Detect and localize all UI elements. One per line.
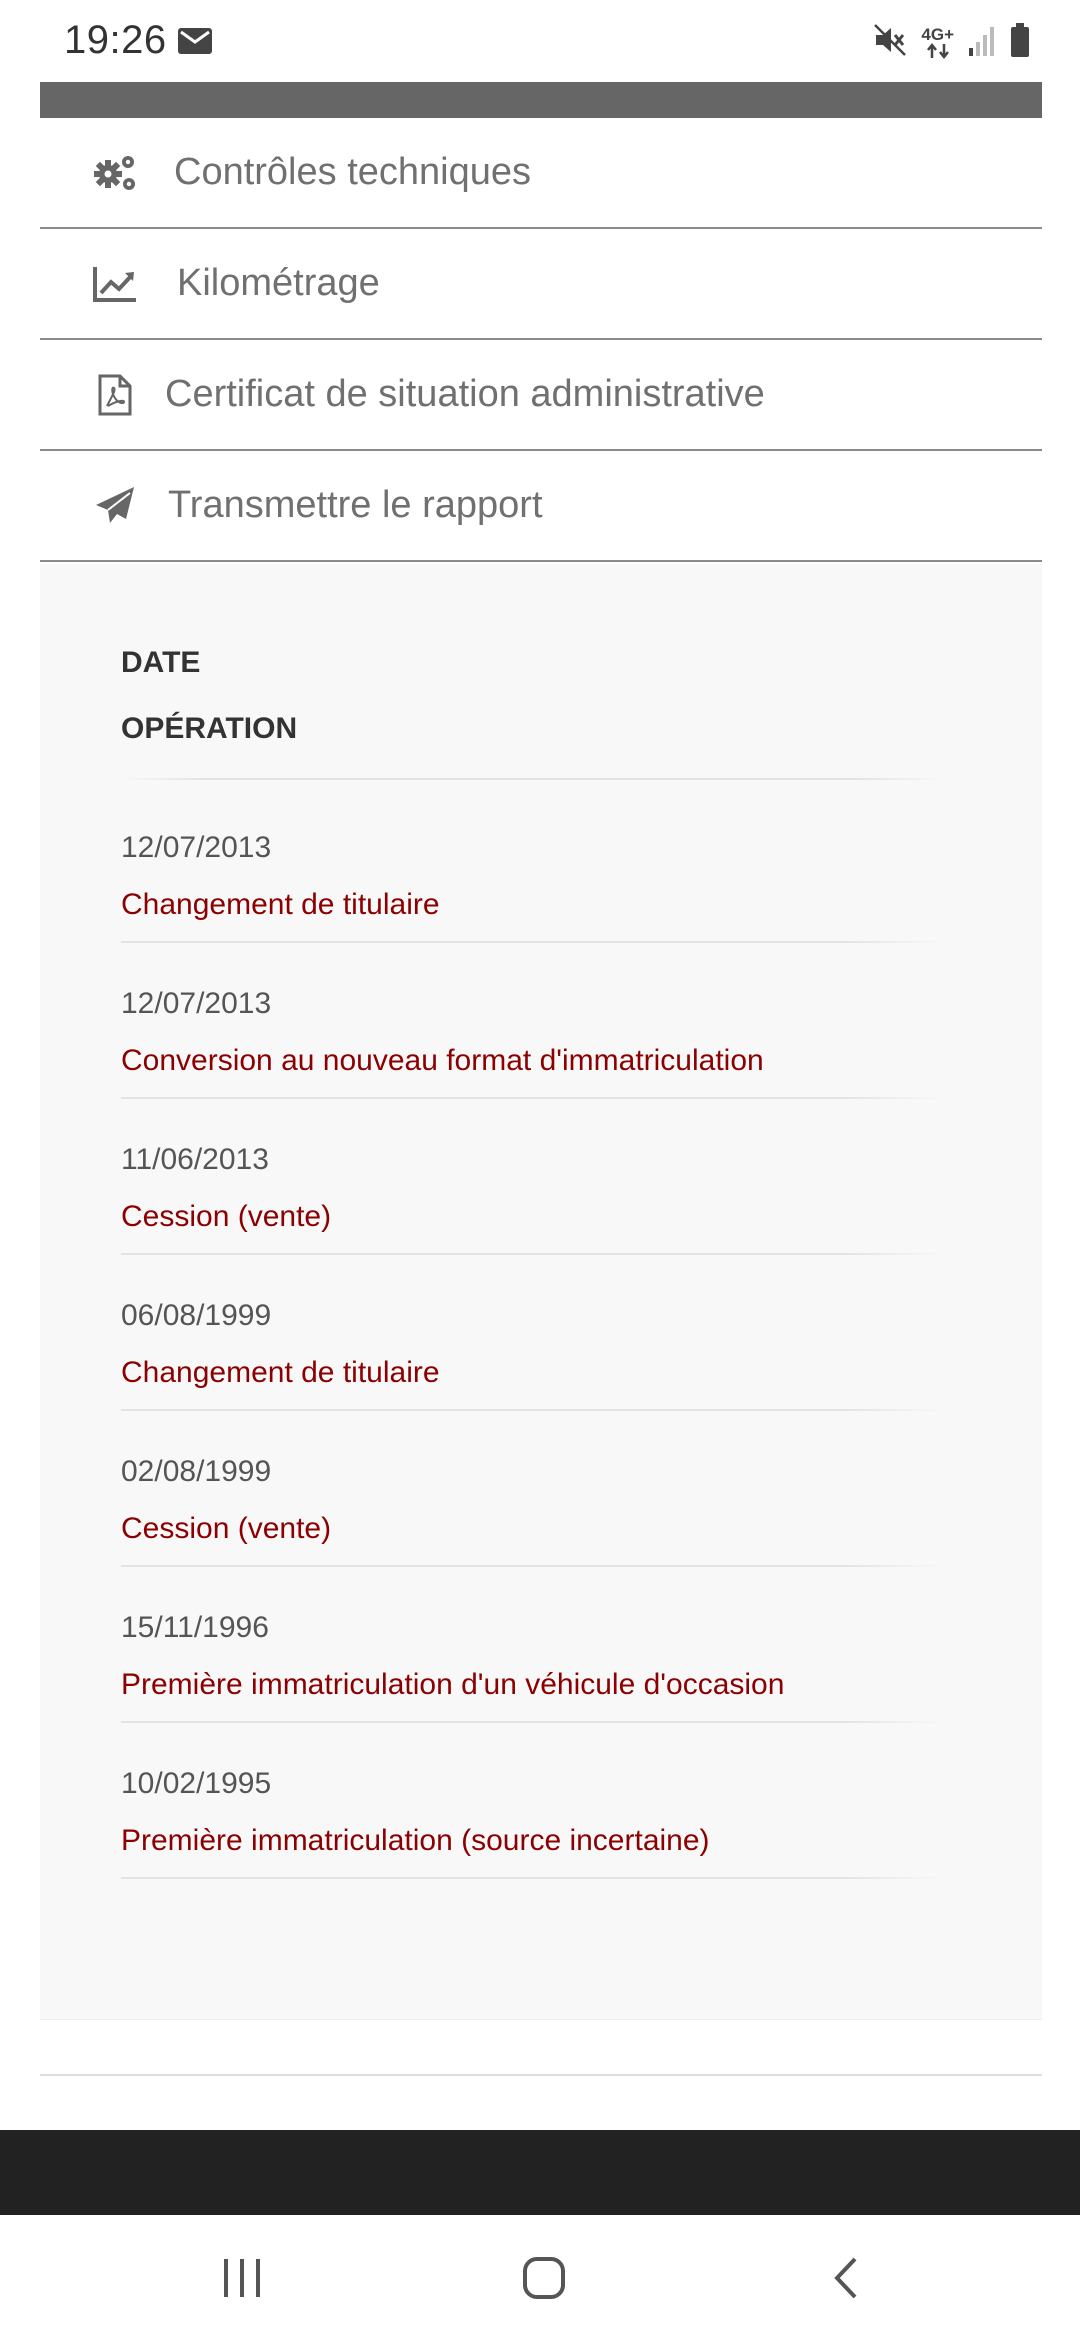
row-date: 11/06/2013 (121, 1143, 269, 1176)
network-label: 4G+ (921, 24, 954, 44)
history-row (121, 1143, 941, 1299)
row-date: 12/07/2013 (121, 831, 272, 864)
menu-item-kilometrage[interactable] (40, 229, 1042, 340)
row-operation: Cession (vente) (121, 1512, 332, 1545)
row-divider (121, 1409, 941, 1411)
menu-item-label: Contrôles techniques (174, 151, 531, 193)
recent-apps-icon[interactable] (202, 2245, 282, 2311)
row-operation: Première immatriculation (source incertaine) (121, 1824, 710, 1857)
header-strip (40, 82, 1042, 118)
history-row (121, 987, 941, 1143)
gears-icon (92, 150, 138, 196)
row-operation: Première immatriculation d'un véhicule d'occasion (121, 1668, 785, 1701)
row-date: 06/08/1999 (121, 1299, 272, 1332)
row-operation: Changement de titulaire (121, 1356, 440, 1389)
row-operation: Changement de titulaire (121, 888, 440, 921)
menu-item-transmettre[interactable] (40, 451, 1042, 562)
menu-item-label: Kilométrage (177, 262, 380, 304)
row-operation: Cession (vente) (121, 1200, 332, 1233)
column-header-date: DATE (121, 646, 201, 679)
history-row (121, 1767, 941, 1923)
line-chart-icon (92, 261, 138, 307)
history-row (121, 1299, 941, 1455)
row-divider (121, 1097, 941, 1099)
home-icon[interactable] (504, 2245, 584, 2311)
row-date: 10/02/1995 (121, 1767, 272, 1800)
column-header-operation: OPÉRATION (121, 712, 298, 745)
row-date: 12/07/2013 (121, 987, 272, 1020)
menu-item-certificat[interactable] (40, 340, 1042, 451)
pdf-file-icon (92, 372, 138, 418)
paper-plane-icon (92, 483, 138, 529)
menu-item-controles-techniques[interactable] (40, 118, 1042, 229)
history-panel (40, 564, 1042, 2020)
row-divider (121, 1253, 941, 1255)
menu-item-label: Transmettre le rapport (168, 484, 543, 526)
status-bar (0, 0, 1080, 84)
row-date: 15/11/1996 (121, 1611, 269, 1644)
history-row (121, 831, 941, 987)
section-divider (40, 2074, 1042, 2076)
row-divider (121, 1565, 941, 1567)
header-divider (121, 778, 941, 780)
status-icons (873, 22, 1030, 62)
row-divider (121, 941, 941, 943)
history-row (121, 1611, 941, 1767)
signal-icon (968, 24, 996, 61)
mail-icon (178, 28, 212, 54)
row-operation: Conversion au nouveau format d'immatriculation (121, 1044, 764, 1077)
back-icon[interactable] (806, 2245, 886, 2311)
network-4g-icon (921, 26, 954, 59)
history-row (121, 1455, 941, 1611)
system-nav-bar (0, 2215, 1080, 2340)
report-menu (40, 118, 1042, 562)
page-footer (0, 2130, 1080, 2215)
menu-item-label: Certificat de situation administrative (165, 373, 765, 415)
status-time: 19:26 (64, 18, 167, 62)
row-divider (121, 1877, 941, 1879)
battery-icon (1010, 23, 1030, 62)
mute-icon (873, 23, 907, 62)
row-divider (121, 1721, 941, 1723)
row-date: 02/08/1999 (121, 1455, 272, 1488)
